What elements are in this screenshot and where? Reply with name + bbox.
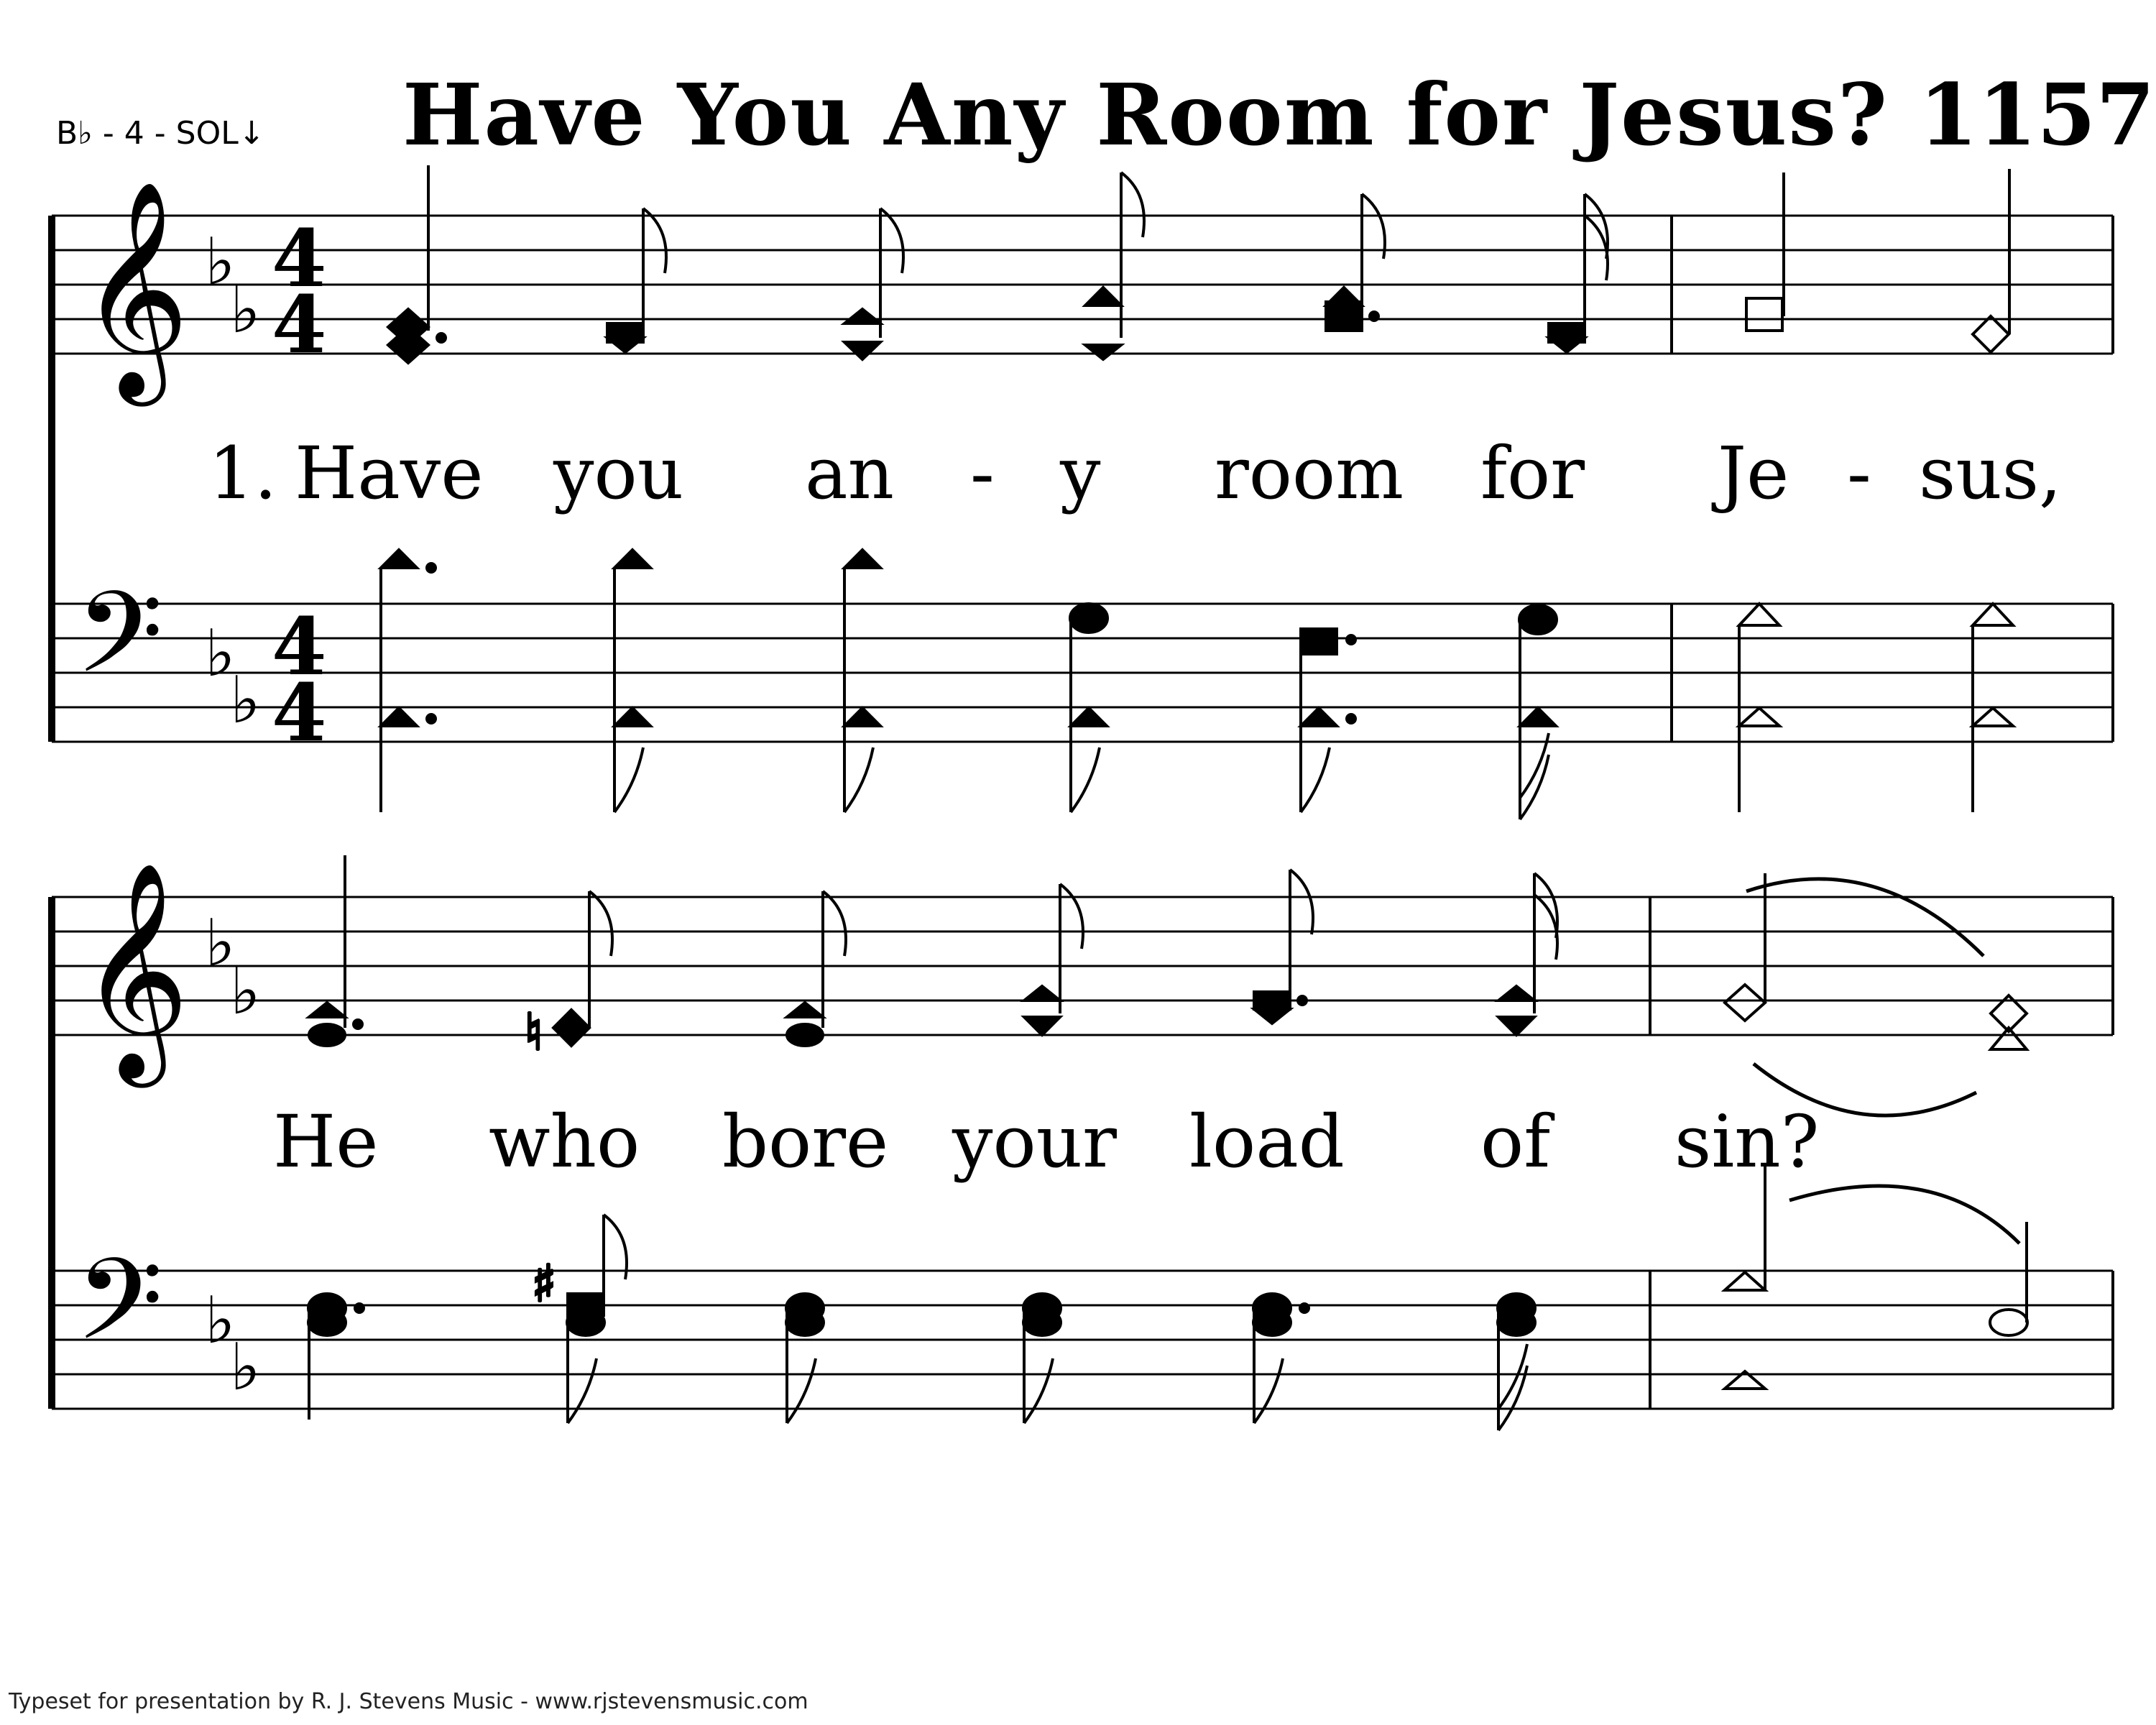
bass-staff-2 — [52, 1271, 2113, 1409]
treble-notes-1 — [388, 165, 2009, 363]
flat-icon: ♭ — [230, 663, 261, 738]
bass-notes-1 — [381, 550, 2013, 819]
hymn-number: 1157 — [1919, 65, 2155, 165]
key-indicator: B♭ - 4 - SOL↓ — [56, 115, 265, 152]
time-sig-bottom: 4 — [272, 278, 327, 371]
flat-icon: ♭ — [230, 954, 261, 1029]
lyric-hyphen: - — [970, 431, 995, 515]
lyric-hyphen: - — [1847, 431, 1871, 515]
treble-staff-1 — [52, 216, 2113, 354]
flat-icon: ♭ — [230, 272, 261, 348]
treble-notes-2 — [309, 855, 2027, 1116]
tie-icon — [1746, 879, 1984, 956]
flat-icon: ♭ — [230, 1330, 261, 1405]
lyric-syllable: bore — [722, 1100, 889, 1184]
hymn-title: Have You Any Room for Jesus? — [402, 65, 1889, 165]
treble-clef-icon: 𝄞 — [79, 180, 190, 397]
time-sig-top: 4 — [272, 212, 327, 305]
time-sig-bottom: 4 — [272, 666, 327, 759]
lyric-syllable: sin? — [1674, 1100, 1820, 1184]
flat-icon: ♭ — [205, 616, 236, 691]
bass-notes-2 — [308, 1164, 2027, 1430]
lyric-syllable: of — [1480, 1100, 1551, 1184]
lyric-syllable: Je — [1718, 431, 1789, 515]
lyric-syllable: sus, — [1919, 431, 2062, 515]
lyric-syllable: Have — [295, 431, 484, 515]
verse-number: 1. — [208, 431, 277, 515]
lyric-syllable: an — [805, 431, 895, 515]
treble-clef-icon: 𝄞 — [79, 861, 190, 1078]
tie-icon — [1789, 1186, 2019, 1243]
typesetting-credit: Typeset for presentation by R. J. Stevens Music - www.rjstevensmusic.com — [9, 1689, 808, 1714]
lyric-syllable: load — [1189, 1100, 1345, 1184]
bass-clef-icon: 𝄢 — [75, 1234, 164, 1393]
lyric-syllable: your — [952, 1100, 1117, 1184]
lyric-syllable: y — [1060, 431, 1101, 515]
lyric-syllable: you — [553, 431, 684, 515]
natural-icon: ♮ — [525, 1003, 543, 1062]
bass-clef-icon: 𝄢 — [75, 567, 164, 726]
flat-icon: ♭ — [205, 1283, 236, 1358]
lyric-syllable: for — [1480, 431, 1585, 515]
flat-icon: ♭ — [205, 224, 236, 300]
sharp-icon: ♯ — [532, 1254, 556, 1313]
time-sig-top: 4 — [272, 600, 327, 693]
lyric-syllable: who — [489, 1100, 640, 1184]
lyric-syllable: room — [1215, 431, 1404, 515]
flat-icon: ♭ — [205, 906, 236, 981]
lyric-syllable: He — [273, 1100, 379, 1184]
